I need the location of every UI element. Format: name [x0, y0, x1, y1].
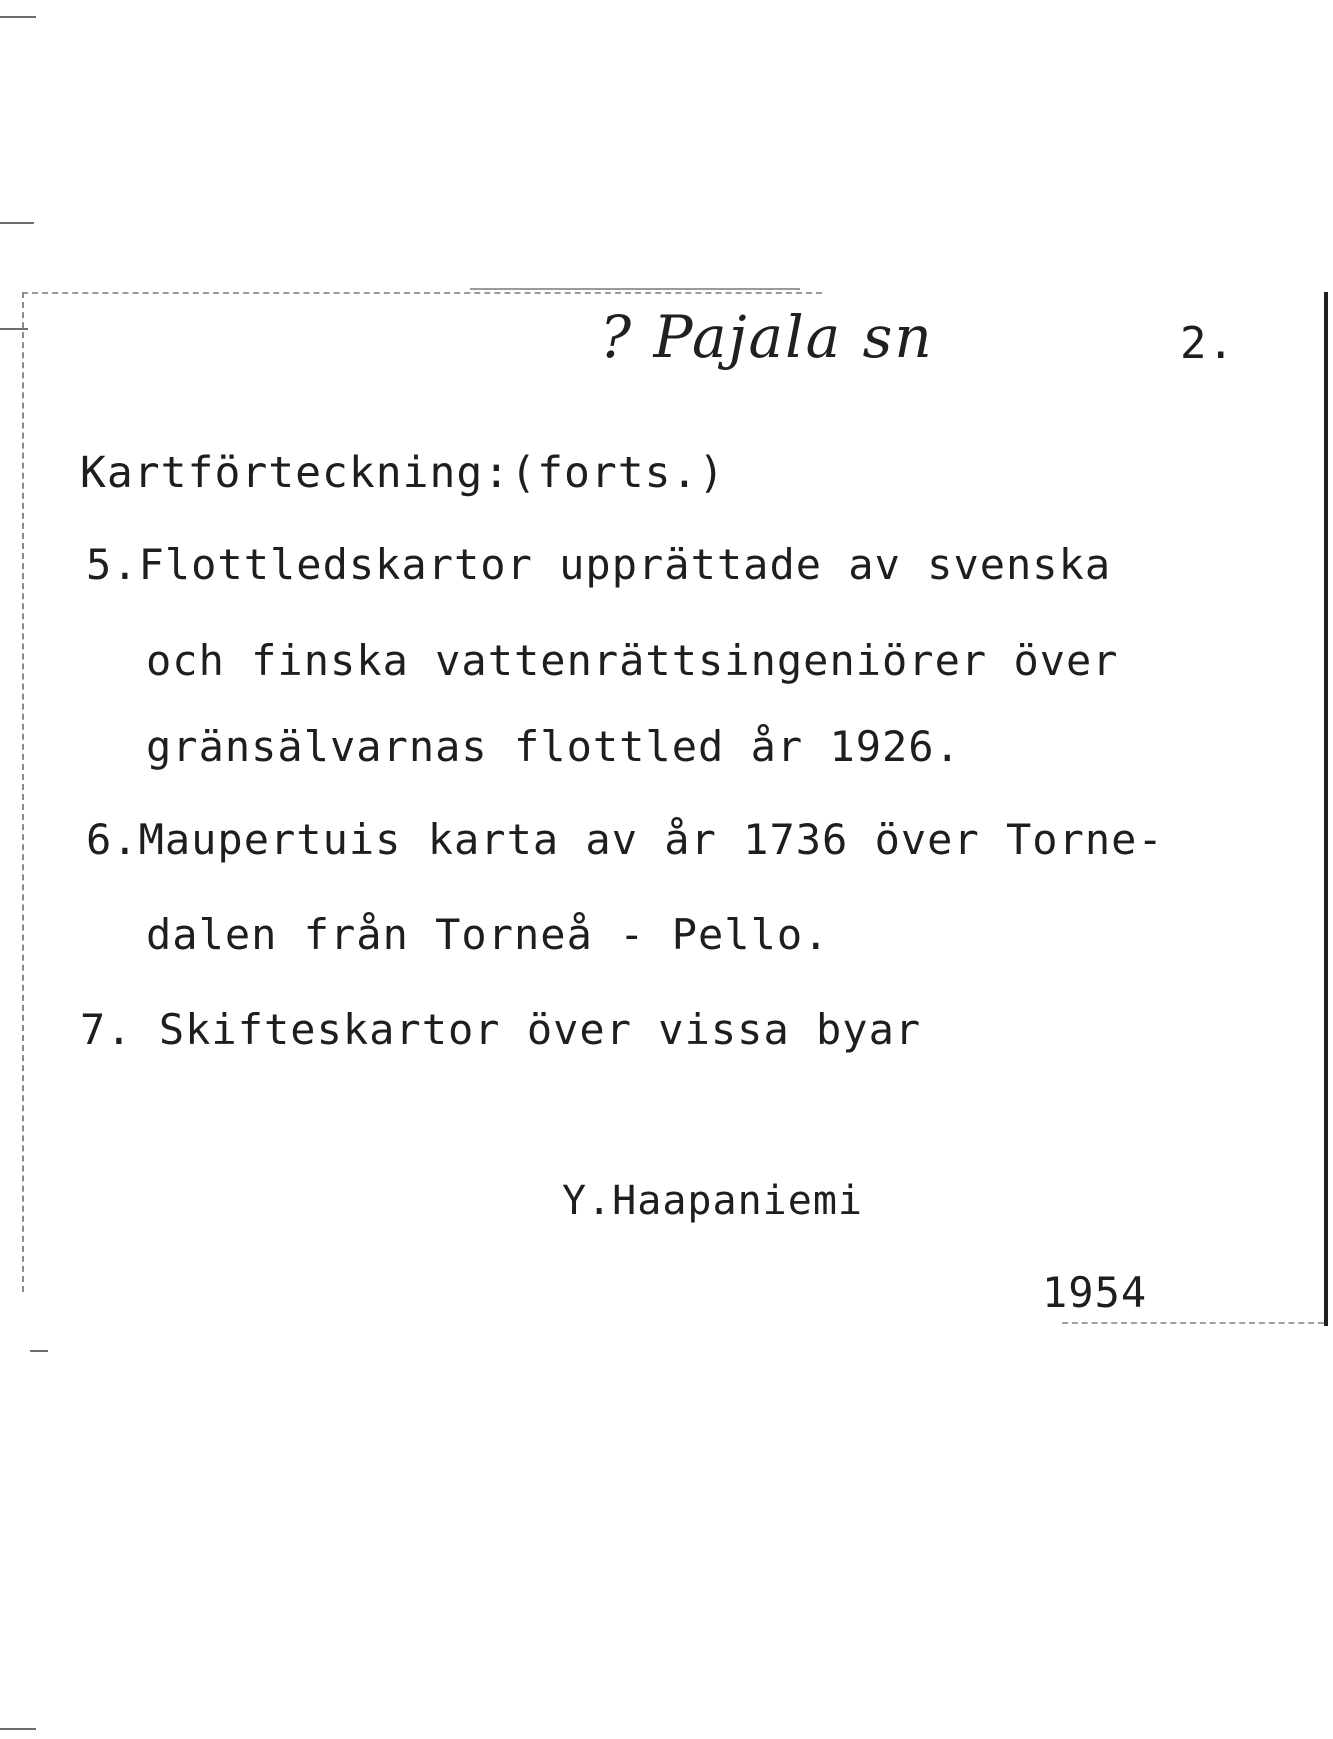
- list-item-line: 6.Maupertuis karta av år 1736 över Torne-: [86, 815, 1164, 864]
- card-left-edge: [22, 292, 24, 1292]
- scan-mark: [0, 1728, 36, 1730]
- signature: Y.Haapaniemi: [562, 1178, 863, 1224]
- list-item-line: och finska vattenrättsingeniörer över: [146, 636, 1119, 685]
- card-top-edge: [22, 292, 822, 294]
- list-item-line: 5.Flottledskartor upprättade av svenska: [86, 540, 1112, 589]
- scan-mark: [470, 288, 800, 290]
- card-bottom-edge: [1062, 1322, 1324, 1324]
- card-heading: Kartförteckning:(forts.): [80, 448, 726, 498]
- list-item-line: 7. Skifteskartor över vissa byar: [80, 1005, 922, 1054]
- page-number: 2.: [1180, 318, 1235, 369]
- list-item-line: dalen från Torneå - Pello.: [146, 910, 830, 959]
- year: 1954: [1042, 1268, 1148, 1317]
- scan-mark: [0, 222, 34, 224]
- list-item-line: gränsälvarnas flottled år 1926.: [146, 722, 961, 771]
- handwritten-heading: ? Pajala sn: [600, 303, 934, 371]
- card-right-edge: [1324, 292, 1328, 1326]
- scan-mark: [30, 1350, 48, 1352]
- scan-mark: [0, 16, 36, 18]
